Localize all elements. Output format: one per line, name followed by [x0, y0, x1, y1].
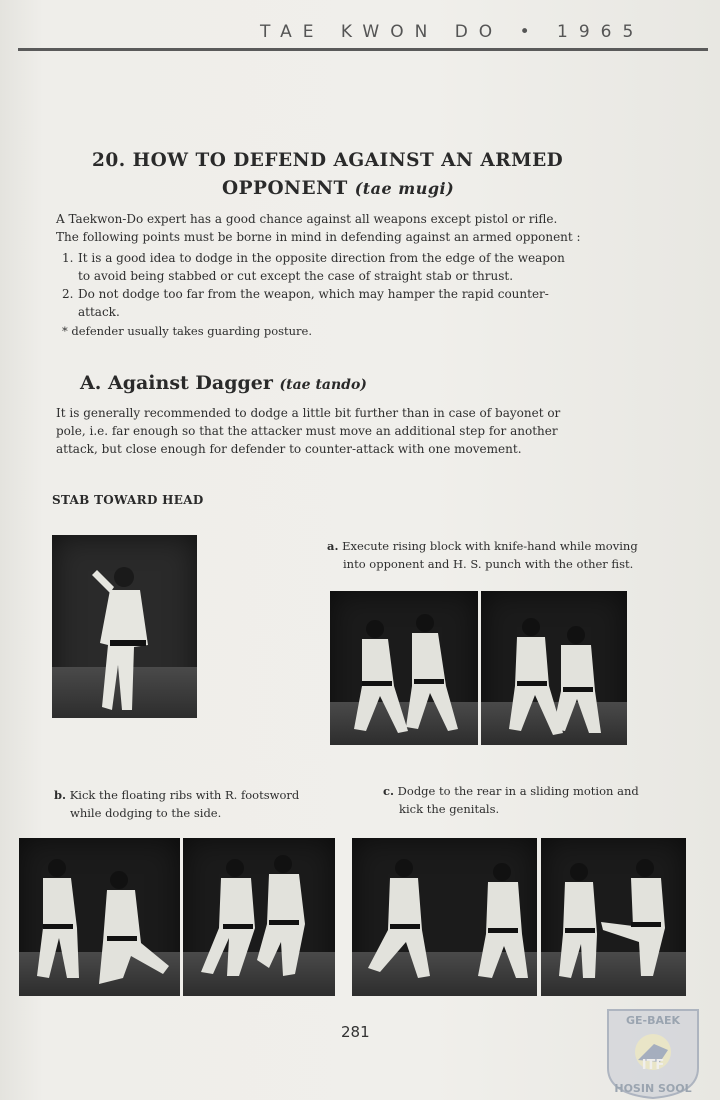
list-item-number: 2.	[62, 287, 74, 301]
dagger-line-3: attack, but close enough for defender to counter-attack with one movement.	[56, 442, 522, 456]
technique-heading: STAB TOWARD HEAD	[52, 493, 204, 507]
logo-top-text: GE-BAEK	[625, 1014, 681, 1027]
defense-points-list	[62, 249, 565, 321]
list-item-number: 1.	[62, 251, 74, 265]
section-title-line1: 20. HOW TO DEFEND AGAINST AN ARMED	[92, 150, 564, 171]
intro-line-2: The following points must be borne in mind in defending against an armed opponent :	[56, 230, 581, 244]
list-item	[62, 285, 565, 321]
running-header: TAE KWON DO • 1965	[260, 22, 645, 42]
two-figures-silhouette	[481, 591, 627, 745]
caption-b-label: b.	[54, 788, 67, 802]
caption-a-label: a.	[327, 539, 339, 553]
list-item-line: to avoid being stabbed or cut except the case of straight stab or thrust.	[78, 269, 514, 283]
hosin-sool-logo	[598, 1008, 708, 1100]
dagger-paragraph	[56, 404, 560, 458]
caption-c-label: c.	[383, 784, 395, 798]
two-figures-silhouette	[19, 838, 180, 996]
photo-b2	[183, 838, 335, 996]
list-item-line: attack.	[78, 305, 120, 319]
photo-c1	[352, 838, 537, 996]
list-item	[62, 249, 565, 285]
subsection-title-italic: (tae tando)	[279, 377, 367, 393]
caption-a-line2: into opponent and H. S. punch with the other fist.	[343, 557, 634, 571]
page-number: 281	[341, 1023, 370, 1041]
header-rule	[18, 48, 708, 51]
list-item-line: Do not dodge too far from the weapon, which may hamper the rapid counter-	[78, 287, 549, 301]
caption-a	[327, 537, 638, 573]
section-title-word: OPPONENT	[222, 178, 348, 199]
caption-c-line2: kick the genitals.	[399, 802, 500, 816]
caption-b-line2: while dodging to the side.	[70, 806, 222, 820]
dagger-line-1: It is generally recommended to dodge a little bit further than in case of bayonet or	[56, 406, 561, 420]
subsection-title	[80, 372, 367, 394]
list-item-line: It is a good idea to dodge in the opposite direction from the edge of the weapon	[78, 251, 565, 265]
photo-b1	[19, 838, 180, 996]
subsection-title-text: A. Against Dagger	[80, 372, 273, 394]
caption-b-line1: Kick the floating ribs with R. footsword	[69, 788, 300, 802]
intro-paragraph	[56, 210, 581, 246]
caption-c-line1: Dodge to the rear in a sliding motion and	[397, 784, 639, 798]
intro-line-1: A Taekwon-Do expert has a good chance against all weapons except pistol or rifle.	[56, 212, 558, 226]
two-figures-silhouette	[183, 838, 335, 996]
dagger-line-2: pole, i.e. far enough so that the attacker must move an additional step for another	[56, 424, 558, 438]
figure-silhouette	[52, 535, 197, 718]
photo-ready-stance	[52, 535, 197, 718]
two-figures-silhouette	[352, 838, 537, 996]
section-title-italic: (tae mugi)	[354, 179, 455, 198]
caption-a-line1: Execute rising block with knife-hand while moving	[342, 539, 638, 553]
guarding-note: * defender usually takes guarding posture.	[62, 324, 313, 338]
photo-c2	[541, 838, 686, 996]
photo-a1	[330, 591, 478, 745]
logo-mid-text: ITF	[641, 1058, 665, 1073]
two-figures-silhouette	[330, 591, 478, 745]
two-figures-silhouette	[541, 838, 686, 996]
caption-c	[383, 782, 639, 818]
logo-bottom-text: HOSIN SOOL	[614, 1082, 692, 1095]
caption-b	[54, 786, 299, 822]
section-title-line2	[222, 178, 454, 199]
photo-a2	[481, 591, 627, 745]
